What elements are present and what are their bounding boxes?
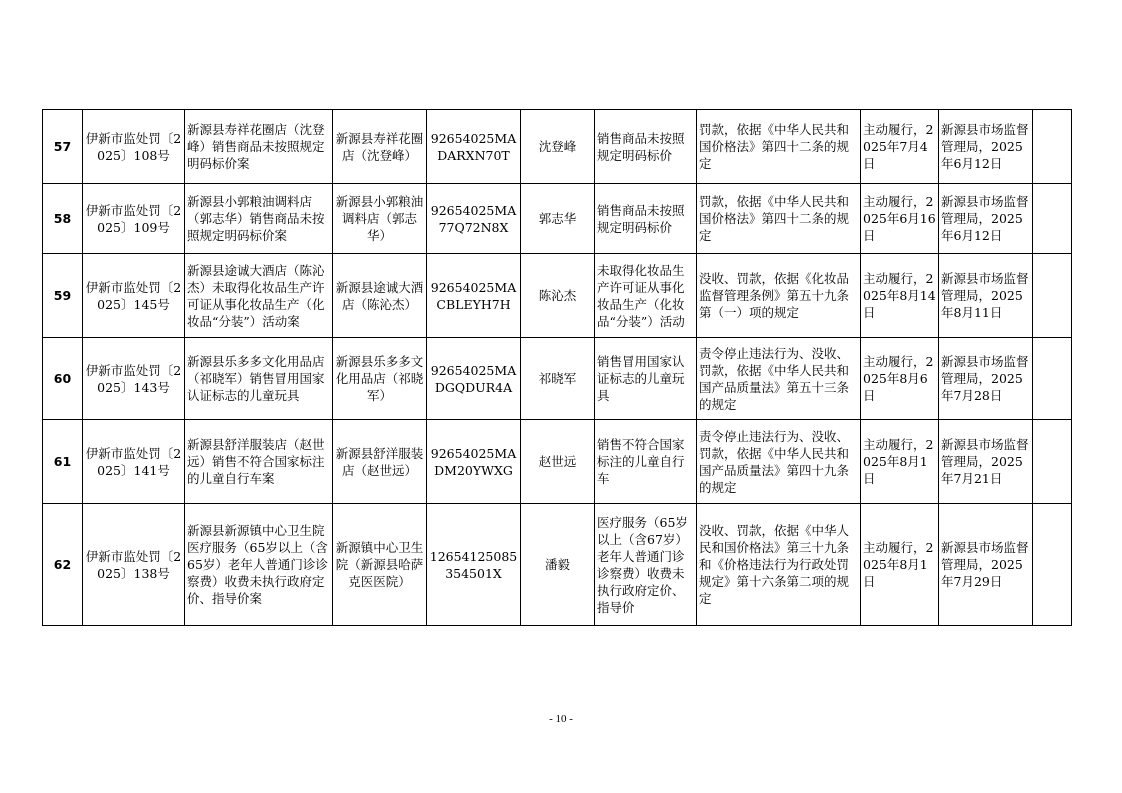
credit-code-cell: 92654025MADM20YWXG bbox=[427, 420, 521, 504]
record-number-cell: 62 bbox=[43, 504, 83, 626]
case-name-cell: 新源县寿祥花圈店（沈登峰）销售商品未按照规定明码标价案 bbox=[185, 110, 333, 184]
case-name-cell: 新源县途诚大酒店（陈沁杰）未取得化妆品生产许可证从事化妆品生产（化妆品“分装”）活动案 bbox=[185, 254, 333, 338]
decision-document-number-cell: 伊新市监处罚〔2025〕138号 bbox=[83, 504, 185, 626]
remark-cell bbox=[1033, 110, 1072, 184]
table-row bbox=[43, 338, 1072, 420]
violation-fact-cell: 销售商品未按照规定明码标价 bbox=[595, 110, 697, 184]
fulfillment-status-cell: 主动履行，2025年8月1日 bbox=[861, 504, 939, 626]
fulfillment-status-cell: 主动履行，2025年8月14日 bbox=[861, 254, 939, 338]
violation-fact-cell: 销售冒用国家认证标志的儿童玩具 bbox=[595, 338, 697, 420]
credit-code-cell: 12654125085354501X bbox=[427, 504, 521, 626]
party-name-cell: 新源县乐多多文化用品店（祁晓军） bbox=[333, 338, 427, 420]
remark-cell bbox=[1033, 420, 1072, 504]
fulfillment-status-cell: 主动履行，2025年7月4日 bbox=[861, 110, 939, 184]
record-number-cell: 58 bbox=[43, 184, 83, 254]
fulfillment-status-cell: 主动履行，2025年8月1日 bbox=[861, 420, 939, 504]
case-name-cell: 新源县舒洋服装店（赵世远）销售不符合国家标注的儿童自行车案 bbox=[185, 420, 333, 504]
legal-representative-cell: 陈沁杰 bbox=[521, 254, 595, 338]
record-number-cell: 61 bbox=[43, 420, 83, 504]
legal-representative-cell: 潘毅 bbox=[521, 504, 595, 626]
party-name-cell: 新源县舒洋服装店（赵世远） bbox=[333, 420, 427, 504]
authority-and-date-cell: 新源县市场监督管理局，2025年7月21日 bbox=[939, 420, 1033, 504]
party-name-cell: 新源县小郭粮油调料店（郭志华） bbox=[333, 184, 427, 254]
decision-document-number-cell: 伊新市监处罚〔2025〕145号 bbox=[83, 254, 185, 338]
decision-document-number-cell: 伊新市监处罚〔2025〕143号 bbox=[83, 338, 185, 420]
remark-cell bbox=[1033, 504, 1072, 626]
decision-document-number-cell: 伊新市监处罚〔2025〕141号 bbox=[83, 420, 185, 504]
authority-and-date-cell: 新源县市场监督管理局，2025年6月12日 bbox=[939, 184, 1033, 254]
legal-representative-cell: 郭志华 bbox=[521, 184, 595, 254]
credit-code-cell: 92654025MADARXN70T bbox=[427, 110, 521, 184]
authority-and-date-cell: 新源县市场监督管理局，2025年8月11日 bbox=[939, 254, 1033, 338]
penalty-basis-cell: 责令停止违法行为、没收、罚款，依据《中华人民共和国产品质量法》第四十九条的规定 bbox=[697, 420, 861, 504]
record-number-cell: 59 bbox=[43, 254, 83, 338]
authority-and-date-cell: 新源县市场监督管理局，2025年7月29日 bbox=[939, 504, 1033, 626]
case-name-cell: 新源县乐多多文化用品店（祁晓军）销售冒用国家认证标志的儿童玩具 bbox=[185, 338, 333, 420]
credit-code-cell: 92654025MACBLEYH7H bbox=[427, 254, 521, 338]
table-row bbox=[43, 254, 1072, 338]
penalty-basis-cell: 责令停止违法行为、没收、罚款，依据《中华人民共和国产品质量法》第五十三条的规定 bbox=[697, 338, 861, 420]
party-name-cell: 新源县寿祥花圈店（沈登峰） bbox=[333, 110, 427, 184]
remark-cell bbox=[1033, 254, 1072, 338]
penalty-basis-cell: 没收、罚款，依据《化妆品监督管理条例》第五十九条第（一）项的规定 bbox=[697, 254, 861, 338]
decision-document-number-cell: 伊新市监处罚〔2025〕108号 bbox=[83, 110, 185, 184]
credit-code-cell: 92654025MA77Q72N8X bbox=[427, 184, 521, 254]
penalty-basis-cell: 没收、罚款，依据《中华人民和国价格法》第三十九条和《价格违法行为行政处罚规定》第十六条第二项的规定 bbox=[697, 504, 861, 626]
authority-and-date-cell: 新源县市场监督管理局，2025年6月12日 bbox=[939, 110, 1033, 184]
table-row bbox=[43, 184, 1072, 254]
table-row bbox=[43, 420, 1072, 504]
record-number-cell: 57 bbox=[43, 110, 83, 184]
legal-representative-cell: 祁晓军 bbox=[521, 338, 595, 420]
decision-document-number-cell: 伊新市监处罚〔2025〕109号 bbox=[83, 184, 185, 254]
legal-representative-cell: 赵世远 bbox=[521, 420, 595, 504]
fulfillment-status-cell: 主动履行，2025年6月16日 bbox=[861, 184, 939, 254]
violation-fact-cell: 未取得化妆品生产许可证从事化妆品生产（化妆品“分装”）活动 bbox=[595, 254, 697, 338]
table-row bbox=[43, 110, 1072, 184]
case-name-cell: 新源县小郭粮油调料店（郭志华）销售商品未按照规定明码标价案 bbox=[185, 184, 333, 254]
party-name-cell: 新源县途诚大酒店（陈沁杰） bbox=[333, 254, 427, 338]
penalty-basis-cell: 罚款，依据《中华人民共和国价格法》第四十二条的规定 bbox=[697, 110, 861, 184]
violation-fact-cell: 销售不符合国家标注的儿童自行车 bbox=[595, 420, 697, 504]
page-number: - 10 - bbox=[549, 713, 573, 725]
fulfillment-status-cell: 主动履行，2025年8月6日 bbox=[861, 338, 939, 420]
penalty-basis-cell: 罚款，依据《中华人民共和国价格法》第四十二条的规定 bbox=[697, 184, 861, 254]
legal-representative-cell: 沈登峰 bbox=[521, 110, 595, 184]
party-name-cell: 新源镇中心卫生院（新源县哈萨克医医院） bbox=[333, 504, 427, 626]
authority-and-date-cell: 新源县市场监督管理局，2025年7月28日 bbox=[939, 338, 1033, 420]
remark-cell bbox=[1033, 338, 1072, 420]
violation-fact-cell: 销售商品未按照规定明码标价 bbox=[595, 184, 697, 254]
table-row bbox=[43, 504, 1072, 626]
case-name-cell: 新源县新源镇中心卫生院医疗服务（65岁以上（含65岁）老年人普通门诊诊察费）收费未执行政府定价、指导价案 bbox=[185, 504, 333, 626]
violation-fact-cell: 医疗服务（65岁以上（含67岁）老年人普通门诊诊察费）收费未执行政府定价、指导价 bbox=[595, 504, 697, 626]
penalty-records-table bbox=[42, 109, 1072, 626]
record-number-cell: 60 bbox=[43, 338, 83, 420]
remark-cell bbox=[1033, 184, 1072, 254]
credit-code-cell: 92654025MADGQDUR4A bbox=[427, 338, 521, 420]
